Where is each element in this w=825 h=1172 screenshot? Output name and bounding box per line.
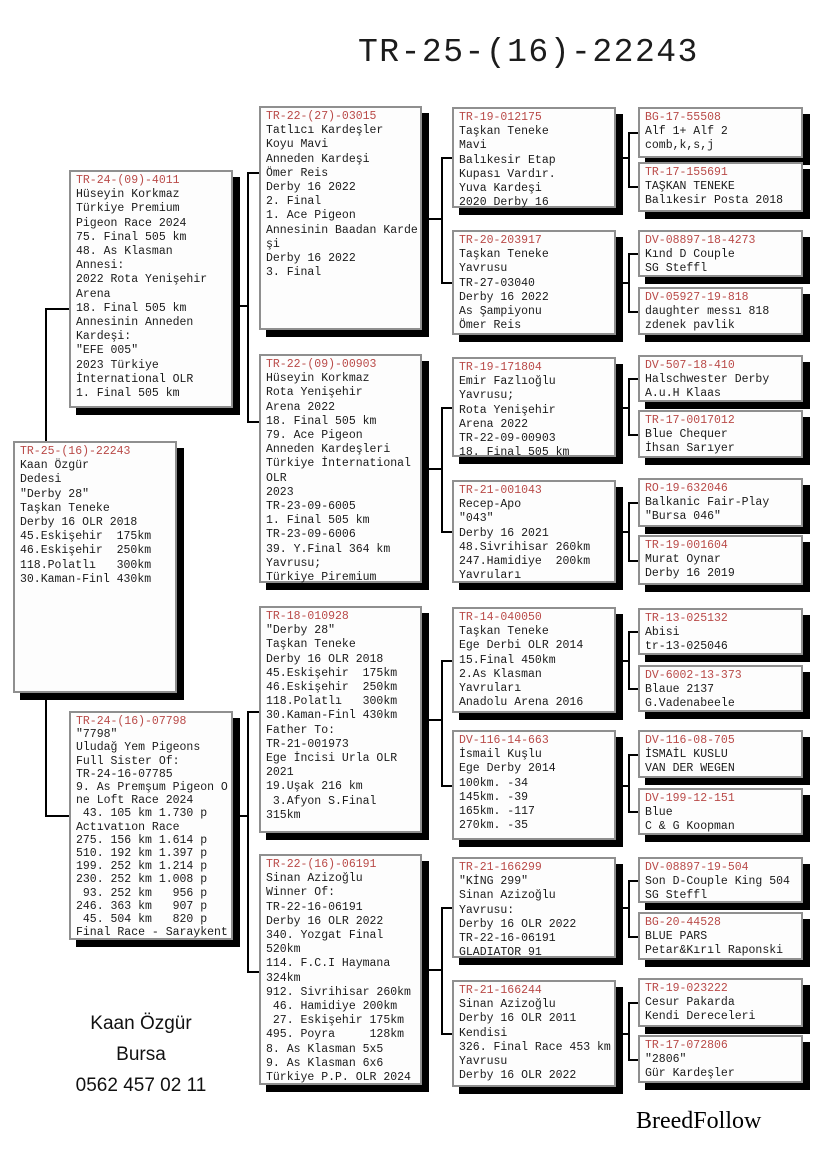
pedigree-box <box>638 287 803 335</box>
page-title: TR-25-(16)-22243 <box>358 34 699 71</box>
connector-line <box>247 711 259 713</box>
pedigree-box <box>638 857 803 903</box>
pedigree-box <box>638 608 803 655</box>
pedigree-box <box>259 106 422 330</box>
pigeon-details: daughter messı 818 zdenek pavlik <box>645 305 770 333</box>
pigeon-details: Blue C & G Koopman <box>645 806 735 834</box>
connector-line <box>441 660 443 786</box>
pigeon-details: Murat Oynar Derby 16 2019 <box>645 553 735 581</box>
connector-line <box>628 378 638 380</box>
connector-line <box>247 172 249 422</box>
pedigree-box <box>452 857 616 958</box>
connector-line <box>45 308 47 442</box>
connector-line <box>441 531 452 533</box>
pedigree-box <box>638 730 803 778</box>
ring-number: TR-21-166299 <box>459 861 542 874</box>
owner-block <box>36 1008 246 1101</box>
connector-line <box>441 660 452 662</box>
pigeon-details: İSMAİL KUSLU VAN DER WEGEN <box>645 748 735 776</box>
connector-line <box>441 407 452 409</box>
connector-line <box>628 631 638 633</box>
pigeon-details: "Derby 28" Taşkan Teneke Derby 16 OLR 2018 45.Eskişehir 175km 46.Eskişehir 250km 118.Polatlı 300km 30.Kaman-Finl 430km Father To: TR-21-001973 Ege İncisi Urla OLR 2021 19.Uşak 216 km 3.Afyon S.Final 315km <box>266 624 398 822</box>
connector-line <box>628 688 638 690</box>
pedigree-box <box>638 912 803 960</box>
ring-number: TR-22-(16)-06191 <box>266 858 377 871</box>
connector-line <box>628 1059 638 1061</box>
connector-line <box>45 308 69 310</box>
pedigree-box <box>638 107 803 158</box>
pigeon-details: Tatlıcı Kardeşler Koyu Mavi Anneden Kardeşi Ömer Reis Derby 16 2022 2. Final 1. Ace Pigeon Annesinin Baadan Karde şi Derby 16 2022 3. Final <box>266 124 418 280</box>
pigeon-details: TAŞKAN TENEKE Balıkesir Posta 2018 <box>645 180 784 208</box>
connector-line <box>441 157 452 159</box>
connector-line <box>441 907 452 909</box>
connector-line <box>628 434 638 436</box>
pedigree-box <box>638 478 803 527</box>
pedigree-box <box>452 357 616 460</box>
ring-number: BG-20-44528 <box>645 916 721 929</box>
pedigree-box-subject <box>13 441 177 693</box>
pedigree-box <box>638 1035 803 1083</box>
ring-number: DV-08897-18-4273 <box>645 234 756 247</box>
ring-number: TR-22-(09)-00903 <box>266 358 377 371</box>
connector-line <box>441 907 443 1034</box>
connector-line <box>628 754 638 756</box>
pigeon-details: Balkanic Fair-Play "Bursa 046" <box>645 496 770 524</box>
pedigree-box <box>259 606 422 833</box>
ring-number: DV-116-08-705 <box>645 734 735 747</box>
ring-number: TR-21-001043 <box>459 484 542 497</box>
connector-line <box>628 132 630 187</box>
ring-number: TR-24-(16)-07798 <box>76 715 187 728</box>
pedigree-box <box>638 410 803 458</box>
pedigree-box <box>638 535 803 585</box>
connector-line <box>45 815 69 817</box>
connector-line <box>247 421 259 423</box>
ring-number: TR-14-040050 <box>459 611 542 624</box>
connector-line <box>247 711 249 972</box>
ring-number: TR-19-012175 <box>459 111 542 124</box>
pigeon-details: Son D-Couple King 504 SG Steffl <box>645 875 790 903</box>
pigeon-details: Hüseyin Korkmaz Türkiye Premium Pigeon Race 2024 75. Final 505 km 48. As Klasman Annesi: 2022 Rota Yenişehir Arena 18. Final 505 km Annesinin Anneden Kardeşi: "EFE 005" 2023 Türkiye İnternational OLR 1. Final 505 km <box>76 188 208 401</box>
ring-number: TR-13-025132 <box>645 612 728 625</box>
ring-number: BG-17-55508 <box>645 111 721 124</box>
connector-line <box>441 157 443 283</box>
connector-line <box>628 811 638 813</box>
ring-number: TR-24-(09)-4011 <box>76 174 180 187</box>
connector-line <box>441 785 452 787</box>
ring-number: TR-17-0017012 <box>645 414 735 427</box>
pigeon-details: Taşkan Teneke Mavi Balıkesir Etap Kupası Vardır. Yuva Kardeşi 2020 Derby 16 <box>459 125 556 210</box>
pedigree-box <box>638 162 803 212</box>
connector-line <box>628 253 630 312</box>
connector-line <box>441 282 452 284</box>
ring-number: TR-20-203917 <box>459 234 542 247</box>
pedigree-box-dam <box>69 711 233 940</box>
ring-number: TR-19-001604 <box>645 539 728 552</box>
ring-number: DV-6002-13-373 <box>645 669 742 682</box>
pigeon-details: Alf 1+ Alf 2 comb,k,s,j <box>645 125 728 153</box>
connector-line <box>45 693 47 816</box>
pedigree-box <box>452 480 616 583</box>
owner-phone: 0562 457 02 11 <box>75 1075 207 1096</box>
pedigree-box <box>638 355 803 402</box>
pedigree-box <box>638 230 803 277</box>
connector-line <box>628 378 630 435</box>
connector-line <box>628 880 630 937</box>
pedigree-box <box>452 607 616 713</box>
pigeon-details: Blaue 2137 G.Vadenabeele <box>645 683 735 711</box>
pedigree-box <box>452 980 616 1087</box>
ring-number: DV-08897-19-504 <box>645 861 749 874</box>
ring-number: TR-17-072806 <box>645 1039 728 1052</box>
pigeon-details: Halschwester Derby A.u.H Klaas <box>645 373 770 401</box>
pigeon-details: Hüseyin Korkmaz Rota Yenişehir Arena 2022 18. Final 505 km 79. Ace Pigeon Anneden Kardeşleri Türkiye İnternational OLR 2023 TR-23-09-6005 1. Final 505 km TR-23-09-6006 39. Y.Final 364 km Yavrusu; Türkiye Piremium <box>266 372 411 585</box>
ring-number: DV-199-12-151 <box>645 792 735 805</box>
pigeon-details: Taşkan Teneke Yavrusu TR-27-03040 Derby 16 2022 As Şampiyonu Ömer Reis <box>459 248 549 333</box>
pigeon-details: Kaan Özgür Dedesi "Derby 28" Taşkan Teneke Derby 16 OLR 2018 45.Eskişehir 175km 46.Eskişehir 250km 118.Polatlı 300km 30.Kaman-Finl 430km <box>20 459 152 586</box>
ring-number: TR-21-166244 <box>459 984 542 997</box>
pigeon-details: Blue Chequer İhsan Sarıyer <box>645 428 735 456</box>
pigeon-details: Sinan Azizoğlu Derby 16 OLR 2011 Kendisi 326. Final Race 453 km Yavrusu Derby 16 OLR 2022 <box>459 998 611 1083</box>
pedigree-box <box>452 230 616 335</box>
pigeon-details: "7798" Uludağ Yem Pigeons Full Sister Of: TR-24-16-07785 9. As Premşum Pigeon O ne Loft Race 2024 43. 105 km 1.730 p Actıvatıon Race 275. 156 km 1.614 p 510. 192 km 1.397 p 199. 252 km 1.214 p 230. 252 km 1.008 p 93. 252 km 956 p 246. 363 km 907 p 45. 504 km 820 p Final Race - Saraykent <box>76 728 228 940</box>
connector-line <box>441 1033 452 1035</box>
pigeon-details: Kınd D Couple SG Steffl <box>645 248 735 276</box>
owner-name: Kaan Özgür <box>90 1013 192 1034</box>
connector-line <box>628 132 638 134</box>
ring-number: TR-22-(27)-03015 <box>266 110 377 123</box>
ring-number: TR-18-010928 <box>266 610 349 623</box>
pigeon-details: "2806" Gür Kardeşler <box>645 1053 735 1081</box>
connector-line <box>628 631 630 689</box>
connector-line <box>441 407 443 532</box>
connector-line <box>628 502 630 561</box>
ring-number: DV-05927-19-818 <box>645 291 749 304</box>
ring-number: TR-19-171804 <box>459 361 542 374</box>
connector-line <box>628 311 638 313</box>
pigeon-details: Recep-Apo "043" Derby 16 2021 48.Sivrihisar 260km 247.Hamidiye 200km Yavruları <box>459 498 591 583</box>
ring-number: RO-19-632046 <box>645 482 728 495</box>
connector-line <box>628 186 638 188</box>
connector-line <box>628 560 638 562</box>
connector-line <box>628 754 630 812</box>
connector-line <box>628 1002 638 1004</box>
pedigree-box <box>259 354 422 583</box>
connector-line <box>628 880 638 882</box>
pigeon-details: BLUE PARS Petar&Kırıl Raponski <box>645 930 784 958</box>
pigeon-details: Emir Fazlıoğlu Yavrusu; Rota Yenişehir Arena 2022 TR-22-09-00903 18. Final 505 km <box>459 375 570 460</box>
connector-line <box>247 971 259 973</box>
pedigree-box-sire <box>69 170 233 408</box>
pedigree-box <box>638 665 803 712</box>
pigeon-details: Taşkan Teneke Ege Derbi OLR 2014 15.Final 450km 2.As Klasman Yavruları Anadolu Arena 2016 <box>459 625 584 710</box>
pedigree-box <box>638 788 803 835</box>
ring-number: TR-17-155691 <box>645 166 728 179</box>
ring-number: TR-25-(16)-22243 <box>20 445 131 458</box>
owner-city: Bursa <box>116 1044 166 1065</box>
ring-number: DV-116-14-663 <box>459 734 549 747</box>
pigeon-details: İsmail Kuşlu Ege Derby 2014 100km. -34 145km. -39 165km. -117 270km. -35 <box>459 748 556 833</box>
ring-number: TR-19-023222 <box>645 982 728 995</box>
pedigree-box <box>638 978 803 1027</box>
pigeon-details: Abisi tr-13-025046 <box>645 626 728 654</box>
pigeon-details: Sinan Azizoğlu Winner Of: TR-22-16-06191 Derby 16 OLR 2022 340. Yozgat Final 520km 114. F.C.I Haymana 324km 912. Sivrihisar 260km 46. Hamidiye 200km 27. Eskişehir 175km 495. Poyra 128km 8. As Klasman 5x5 9. As Klasman 6x6 Türkiye P.P. OLR 2024 <box>266 872 411 1085</box>
pigeon-details: "KİNG 299" Sinan Azizoğlu Yavrusu: Derby 16 OLR 2022 TR-22-16-06191 GLADIATOR 91 <box>459 875 577 960</box>
pedigree-box <box>452 730 616 840</box>
pedigree-box <box>452 107 616 208</box>
connector-line <box>628 1002 630 1060</box>
pigeon-details: Cesur Pakarda Kendi Dereceleri <box>645 996 756 1024</box>
connector-line <box>628 502 638 504</box>
pedigree-box <box>259 854 422 1085</box>
connector-line <box>628 253 638 255</box>
brand-logo-text: BreedFollow <box>636 1108 762 1134</box>
connector-line <box>628 936 638 938</box>
connector-line <box>247 172 259 174</box>
ring-number: DV-507-18-410 <box>645 359 735 372</box>
